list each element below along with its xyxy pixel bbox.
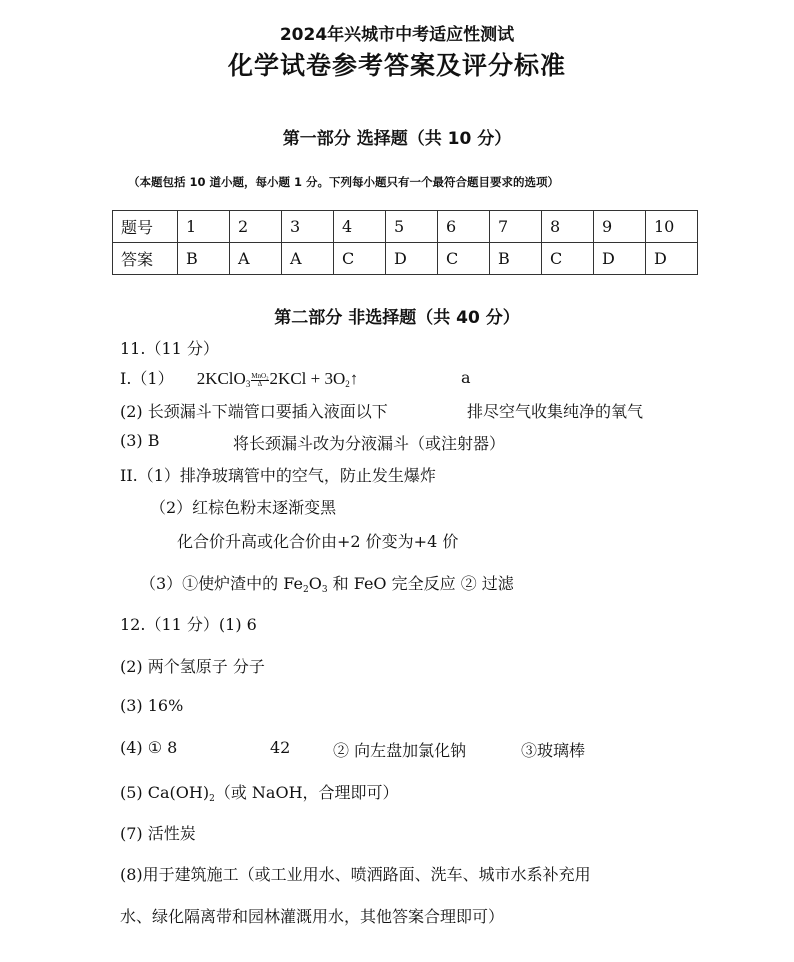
q12-l2: (2) 两个氢原子 分子 xyxy=(120,657,265,676)
table-cell: A xyxy=(282,243,334,275)
q12-l3: (3) 16% xyxy=(120,696,184,715)
chemical-equation: 2KClO$_3$ $\frac{\text{MnO₂}}{\Delta}$ $2KCl + 3O_2↑$ xyxy=(196,369,359,389)
row-label-answer: 答案 xyxy=(113,243,178,275)
q11-heading: 11.（11 分） xyxy=(120,339,219,358)
q12-l8b: 水、绿化隔离带和园林灌溉用水，其他答案合理即可） xyxy=(120,907,505,926)
table-cell: A xyxy=(230,243,282,275)
table-cell: 1 xyxy=(178,211,230,243)
part2-heading: 第二部分 非选择题（共 40 分） xyxy=(274,308,520,328)
document-title: 化学试卷参考答案及评分标准 xyxy=(227,51,566,80)
table-cell: B xyxy=(178,243,230,275)
table-cell: 5 xyxy=(386,211,438,243)
exam-title: 2024年兴城市中考适应性测试 xyxy=(279,25,515,45)
table-cell: D xyxy=(386,243,438,275)
table-cell: D xyxy=(594,243,646,275)
table-row-numbers xyxy=(113,211,698,243)
answer-table xyxy=(112,210,698,275)
part1-heading: 第一部分 选择题（共 10 分） xyxy=(282,129,512,149)
table-cell: 4 xyxy=(334,211,386,243)
table-cell: 7 xyxy=(490,211,542,243)
table-cell: 2 xyxy=(230,211,282,243)
q12-l5: (5) $Ca(OH)_2$（或 NaOH，合理即可） xyxy=(120,783,399,804)
table-cell: B xyxy=(490,243,542,275)
table-cell: 6 xyxy=(438,211,490,243)
q12-l4a: (4) ① 8 xyxy=(120,738,178,757)
q12-heading: 12.（11 分）(1) 6 xyxy=(120,615,257,634)
q12-l4b: 42 xyxy=(270,738,291,757)
q12-l7: (7) 活性炭 xyxy=(120,824,196,843)
q12-l4c: ② 向左盘加氯化钠 xyxy=(333,741,467,760)
table-row-answers xyxy=(113,243,698,275)
table-cell: 8 xyxy=(542,211,594,243)
q11-i3-b: 将长颈漏斗改为分液漏斗（或注射器） xyxy=(233,434,506,453)
table-cell: 10 xyxy=(646,211,698,243)
table-cell: D xyxy=(646,243,698,275)
table-cell: C xyxy=(438,243,490,275)
q12-l4d: ③玻璃棒 xyxy=(521,741,586,760)
q11-i1-prefix: I.（1） xyxy=(120,369,174,388)
q11-i1-line xyxy=(120,366,358,389)
q11-ii2: （2）红棕色粉末逐渐变黑 xyxy=(150,498,337,517)
q11-i2-a: (2) 长颈漏斗下端管口要插入液面以下 xyxy=(120,402,388,421)
table-cell: 3 xyxy=(282,211,334,243)
part1-note: （本题包括 10 道小题，每小题 1 分。下列每小题只有一个最符合题目要求的选项） xyxy=(128,175,560,189)
q12-l8a: (8)用于建筑施工（或工业用水、喷洒路面、洗车、城市水系补充用 xyxy=(120,865,591,884)
q11-i2-b: 排尽空气收集纯净的氧气 xyxy=(467,402,644,421)
row-label-number: 题号 xyxy=(113,211,178,243)
table-cell: 9 xyxy=(594,211,646,243)
q11-ii3: （3）①使炉渣中的 $Fe_2O_3$ 和 FeO 完全反应 ② 过滤 xyxy=(140,574,514,595)
q11-ii1: II.（1）排净玻璃管中的空气，防止发生爆炸 xyxy=(120,466,436,485)
q11-i1-answer: a xyxy=(461,368,471,387)
q11-i3-a: (3) B xyxy=(120,431,160,450)
q11-ii2b: 化合价升高或化合价由+2 价变为+4 价 xyxy=(177,532,459,551)
reaction-condition: $\frac{\text{MnO₂}}{\Delta}$ xyxy=(251,371,269,388)
table-cell: C xyxy=(334,243,386,275)
table-cell: C xyxy=(542,243,594,275)
